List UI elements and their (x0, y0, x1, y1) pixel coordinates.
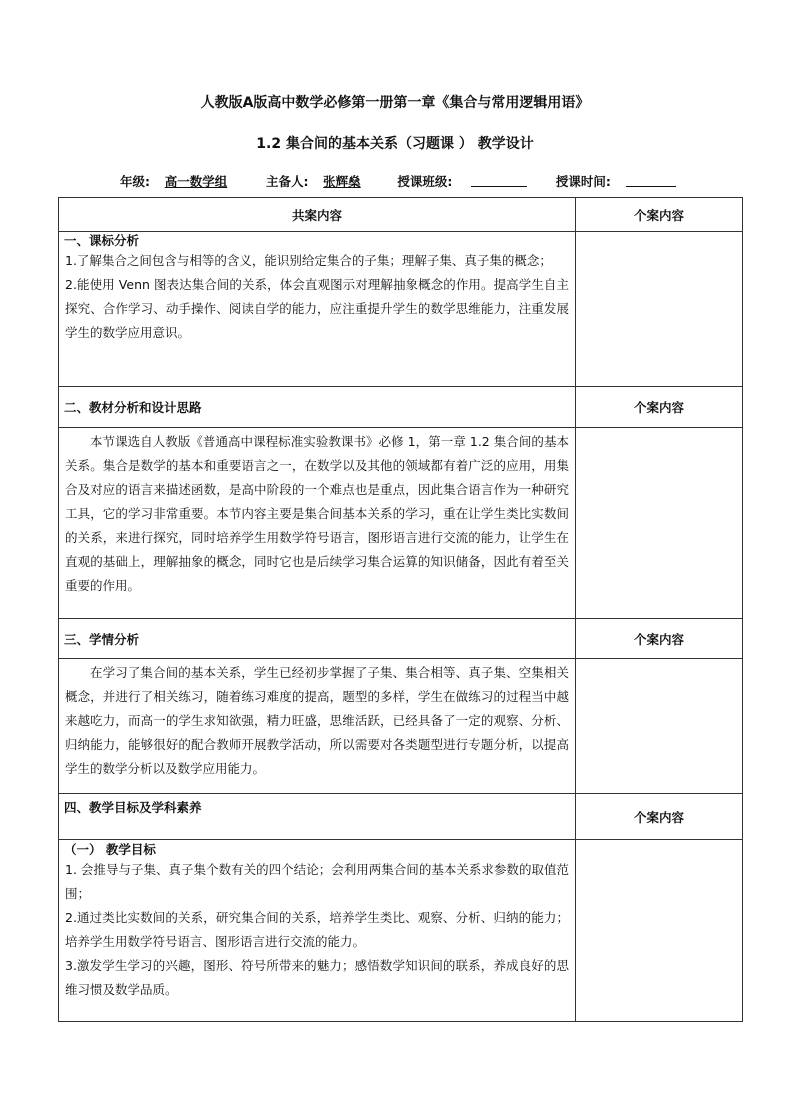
paragraph: 1.了解集合之间包含与相等的含义，能识别给定集合的子集；理解子集、真子集的概念； (65, 253, 552, 268)
section-row-heading (59, 387, 743, 428)
individual-content-label: 个案内容 (576, 387, 743, 428)
section-heading: 四、教学目标及学科素养 (64, 800, 202, 815)
individual-cell (576, 659, 743, 794)
paragraph: 2.能使用 Venn 图表达集合间的关系，体会直观图示对理解抽象概念的作用。提高学生自主探究、合作学习、动手操作、阅读自学的能力，应注重提升学生的数学思维能力，注重发展学生的数学应用意识。 (65, 277, 569, 340)
preparer-value: 张辉燊 (323, 174, 361, 189)
paragraph: 2.通过类比实数间的关系，研究集合间的关系，培养学生类比、观察、分析、归纳的能力；培养学生用数学符号语言、图形语言进行交流的能力。 (65, 910, 569, 949)
time-label: 授课时间: (555, 174, 611, 189)
section-textbook-body (59, 428, 576, 619)
header-shared-content: 共案内容 (59, 198, 576, 232)
grade-value: 高一数学组 (164, 174, 228, 189)
table-header-row (59, 198, 743, 232)
preparer-label: 主备人: (265, 174, 309, 189)
class-label: 授课班级: (397, 174, 453, 189)
section-heading: 三、学情分析 (64, 631, 140, 647)
subsection-heading: （一） 教学目标 (64, 842, 156, 857)
section-students-body (59, 659, 576, 794)
document-title: 人教版A版高中数学必修第一册第一章《集合与常用逻辑用语》 (200, 95, 590, 111)
individual-cell (576, 428, 743, 619)
section-row-objectives (59, 840, 743, 1022)
section-row-textbook (59, 428, 743, 619)
section-standards (59, 232, 576, 387)
paragraph: 1. 会推导与子集、真子集个数有关的四个结论；会利用两集合间的基本关系求参数的取值范围； (65, 862, 569, 901)
meta-line (120, 172, 676, 190)
section-heading: 一、课标分析 (64, 233, 140, 248)
section-row-students (59, 659, 743, 794)
section-students-heading-cell (59, 619, 576, 659)
paragraph: 在学习了集合间的基本关系，学生已经初步掌握了子集、集合相等、真子集、空集相关概念，并进行了相关练习，随着练习难度的提高，题型的多样，学生在做练习的过程当中越来越吃力，而高一的学生求知欲强，精力旺盛，思维活跃，已经具备了一定的观察、分析、归纳能力，能够很好的配合教师开展教学活动，所以需要对各类题型进行专题分析，以提高学生的数学分析以及数学应用能力。 (65, 665, 569, 776)
individual-content-label: 个案内容 (576, 794, 743, 840)
individual-content-label: 个案内容 (576, 619, 743, 659)
class-blank (471, 174, 527, 187)
individual-cell (576, 232, 743, 387)
section-row-heading (59, 619, 743, 659)
time-blank (626, 174, 676, 187)
lesson-plan-table (58, 197, 743, 1022)
document-subtitle: 1.2 集合间的基本关系（习题课 ） 教学设计 (256, 136, 534, 152)
individual-cell (576, 840, 743, 1022)
grade-label: 年级: (120, 174, 150, 189)
section-row-heading (59, 794, 743, 840)
paragraph: 3.激发学生学习的兴趣，图形、符号所带来的魅力；感悟数学知识间的联系，养成良好的思维习惯及数学品质。 (65, 958, 569, 997)
section-objectives-body (59, 840, 576, 1022)
section-heading: 二、教材分析和设计思路 (64, 400, 202, 415)
section-objectives-heading-cell (59, 794, 576, 840)
paragraph: 本节课选自人教版《普通高中课程标准实验教课书》必修 1，第一章 1.2 集合间的基本关系。集合是数学的基本和重要语言之一，在数学以及其他的领域都有着广泛的应用，用集合及对应的语言来描述函数，是高中阶段的一个难点也是重点，因此集合语言作为一种研究工具，它的学习非常重要。本节内容主要是集合间基本关系的学习，重在让学生类比实数间的关系，来进行探究，同时培养学生用数学符号语言，图形语言进行交流的能力，让学生在直观的基础上，理解抽象的概念，同时它也是后续学习集合运算的知识储备，因此有着至关重要的作用。 (65, 434, 569, 593)
section-textbook-heading-cell (59, 387, 576, 428)
section-row-standards (59, 232, 743, 387)
header-individual-content: 个案内容 (576, 198, 743, 232)
